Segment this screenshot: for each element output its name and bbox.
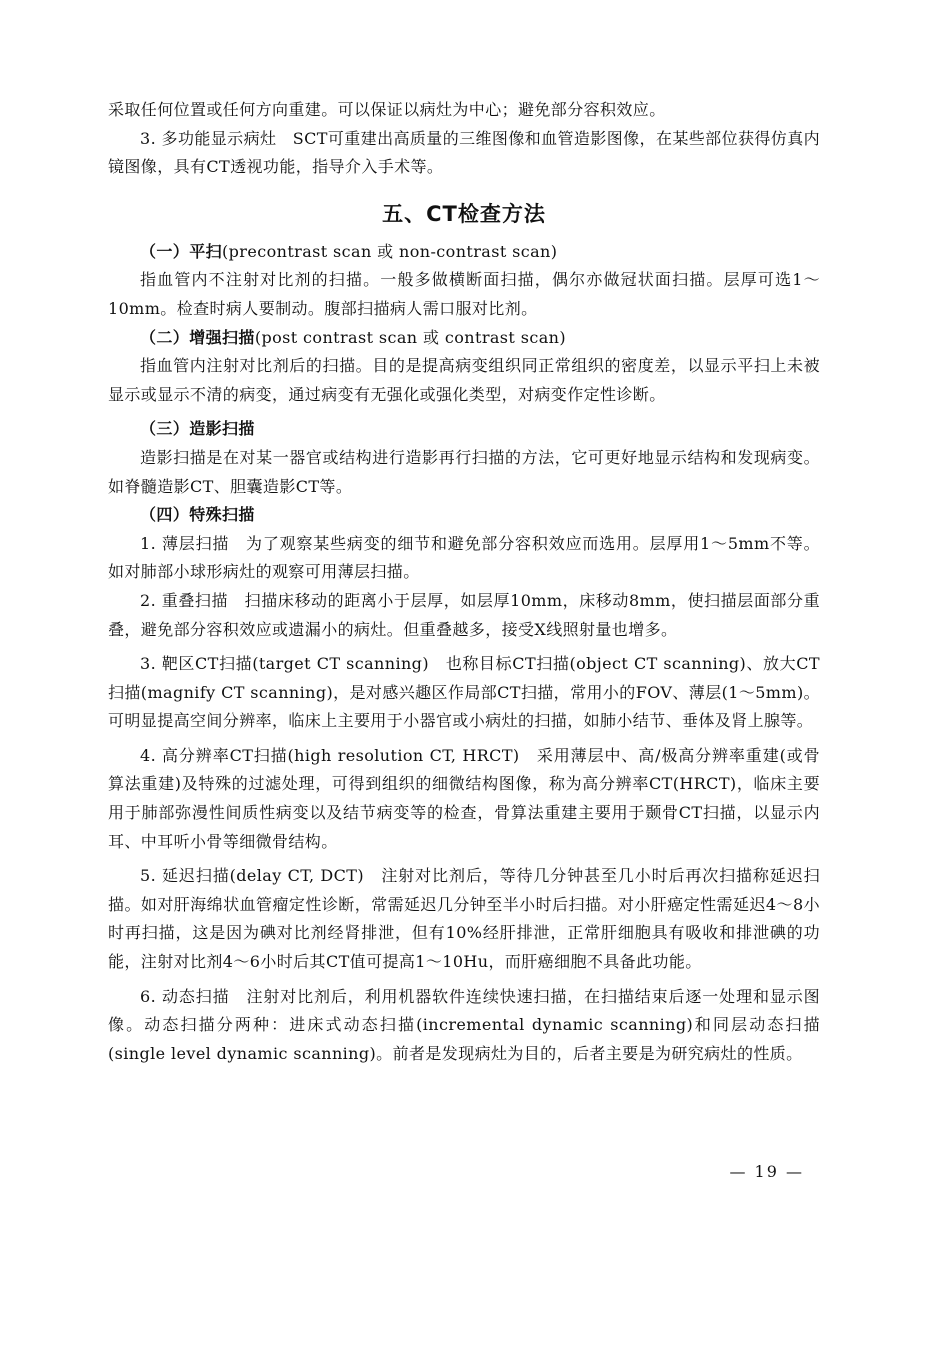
paragraph: 造影扫描是在对某一器官或结构进行造影再行扫描的方法，它可更好地显示结构和发现病变。如脊髓造影CT、胆囊造影CT等。 (108, 447, 820, 496)
paragraph: 指血管内不注射对比剂的扫描。一般多做横断面扫描，偶尔亦做冠状面扫描。层厚可选1～10mm。检查时病人要制动。腹部扫描病人需口服对比剂。 (108, 270, 820, 318)
list-item: 6. 动态扫描 注射对比剂后，利用机器软件连续快速扫描，在扫描结束后逐一处理和显示图像。动态扫描分两种：进床式动态扫描(incremental dynamic scanning)和同层动态扫描(single level dynamic scanning)。前者是发现病灶为目的，后者主要是为研究病灶的性质。 (108, 986, 820, 1063)
subsection-heading (108, 238, 820, 267)
subsection-title: （四）特殊扫描 (140, 505, 255, 525)
subsection-english: (precontrast scan 或 non-contrast scan) (222, 241, 558, 261)
paragraph: 指血管内注射对比剂后的扫描。目的是提高病变组织同正常组织的密度差，以显示平扫上未被显示或显示不清的病变，通过病变有无强化或强化类型，对病变作定性诊断。 (108, 356, 820, 404)
list-item: 5. 延迟扫描(delay CT, DCT) 注射对比剂后，等待几分钟甚至几小时后再次扫描称延迟扫描。如对肝海绵状血管瘤定性诊断，常需延迟几分钟至半小时后扫描。对小肝癌定性需延迟4～8小时再扫描，这是因为碘对比剂经肾排泄，但有10%经肝排泄，正常肝细胞具有吸收和排泄碘的功能，注射对比剂4～6小时后其CT值可提高1～10Hu，而肝癌细胞不具备此功能。 (108, 866, 820, 972)
page-number: — 19 — (729, 1162, 804, 1181)
list-item: 4. 高分辨率CT扫描(high resolution CT, HRCT) 采用薄层中、高/极高分辨率重建(或骨算法重建)及特殊的过滤处理，可得到组织的细微结构图像，称为高分辨率CT(HRCT)，临床主要用于肺部弥漫性间质性病变以及结节病变等的检查，骨算法重建主要用于颞骨CT扫描，以显示内耳、中耳听小骨等细微骨结构。 (108, 745, 820, 851)
paragraph: 采取任何位置或任何方向重建。可以保证以病灶为中心；避免部分容积效应。 (108, 100, 666, 119)
subsection-title: （三）造影扫描 (140, 419, 255, 439)
list-item: 3. 靶区CT扫描(target CT scanning) 也称目标CT扫描(object CT scanning)、放大CT扫描(magnify CT scanning)，是对感兴趣区作局部CT扫描，常用小的FOV、薄层(1～5mm)。可明显提高空间分辨率，临床上主要用于小器官或小病灶的扫描，如肺小结节、垂体及肾上腺等。 (108, 654, 820, 731)
section-title: 五、CT检查方法 (382, 201, 546, 226)
subsection-heading (108, 324, 820, 353)
paragraph: 3. 多功能显示病灶 SCT可重建出高质量的三维图像和血管造影图像，在某些部位获得仿真内镜图像，具有CT透视功能，指导介入手术等。 (108, 128, 820, 177)
subsection-title: （一）平扫 (140, 241, 223, 261)
list-item: 1. 薄层扫描 为了观察某些病变的细节和避免部分容积效应而选用。层厚用1～5mm不等。如对肺部小球形病灶的观察可用薄层扫描。 (108, 533, 820, 582)
subsection-english: (post contrast scan 或 contrast scan) (254, 327, 566, 347)
subsection-title: （二）增强扫描 (140, 327, 255, 347)
list-item: 2. 重叠扫描 扫描床移动的距离小于层厚，如层厚10mm，床移动8mm，使扫描层面部分重叠，避免部分容积效应或遗漏小的病灶。但重叠越多，接受X线照射量也增多。 (108, 590, 820, 639)
